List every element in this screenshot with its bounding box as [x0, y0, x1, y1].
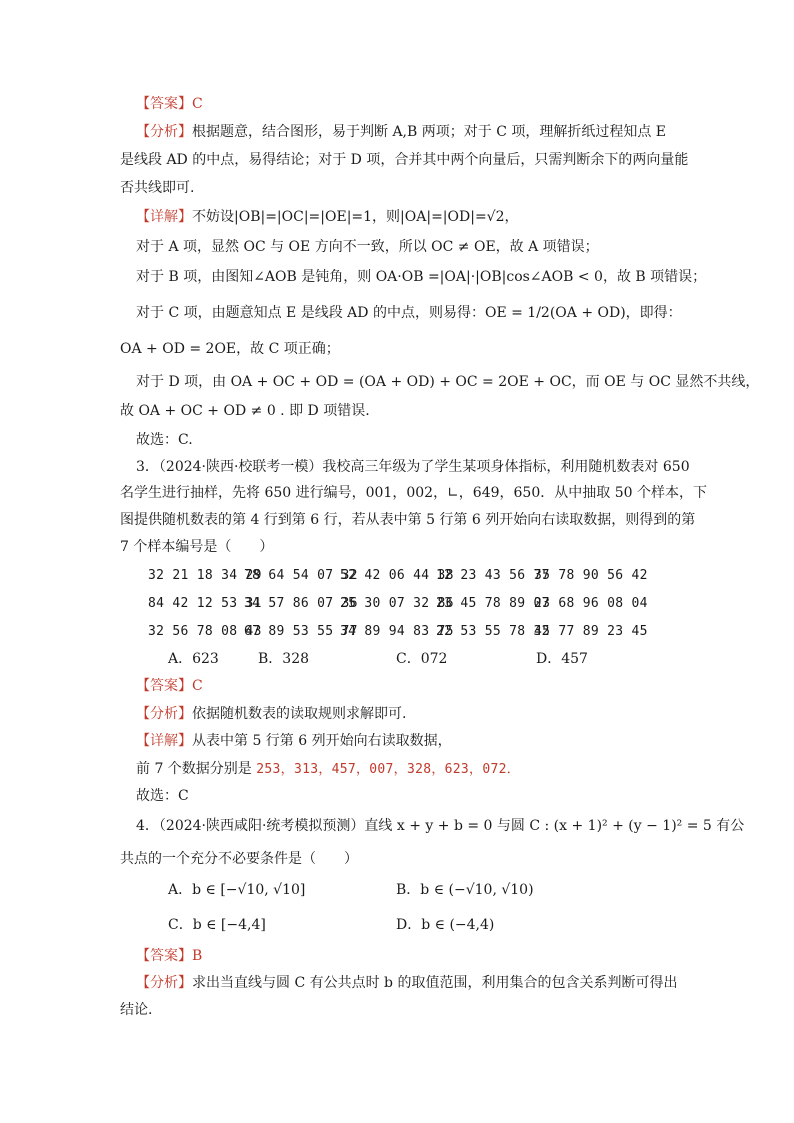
answer-tag: 【答案】: [136, 948, 192, 964]
table-cell: 34 57 86 07 36: [244, 596, 358, 611]
detail-line-b: 对于 B 项，由图知∠AOB 是钝角，则 OA·OB =|OA|·|OB|cos∠AOB < 0，故 B 项错误；: [136, 269, 707, 285]
answer-value: C: [192, 678, 203, 694]
q3-detail-line-1: [136, 731, 452, 751]
q3-answer-line: [136, 676, 203, 696]
analysis-text: 求出当直线与圆 C 有公共点时 b 的取值范围，利用集合的包含关系判断可得出: [192, 975, 678, 991]
detail-prefix: 前 7 个数据分别是: [136, 761, 257, 777]
detail-values: 253，313，457，007，328，623，072．: [256, 762, 521, 777]
detail-line-a: 对于 A 项，显然 OC 与 OE 方向不一致，所以 OC ≠ OE，故 A 项错误；: [136, 239, 599, 255]
table-cell: 35 78 90 56 42: [534, 568, 648, 583]
table-cell: 52 42 06 44 38: [340, 568, 454, 583]
analysis-line-2: 是线段 AD 的中点，易得结论；对于 D 项，合并其中两个向量后，只需判断余下的两向量能: [120, 152, 689, 168]
analysis-tag: 【分析】: [136, 124, 192, 140]
q3-line-2: 名学生进行抽样，先将 650 进行编号，001，002，∟，649，650．从中抽取 50 个样本，下: [120, 485, 707, 501]
q3-detail-line-2: [136, 759, 520, 780]
option-d: D．b ∈ (−4,4): [396, 917, 495, 933]
detail-tag: 【详解】: [136, 209, 192, 225]
analysis-text: 依据随机数表的读取规则求解即可.: [192, 706, 407, 722]
option-b: B．328: [258, 651, 310, 667]
detail-line-d1: 对于 D 项，由 OA + OC + OD = (OA + OD) + OC = 2OE + OC，而 OE 与 OC 显然不共线，: [136, 374, 760, 390]
detail-line-c2: OA + OD = 2OE，故 C 项正确；: [120, 341, 340, 357]
q3-analysis-line: [136, 704, 406, 724]
option-a: A．b ∈ [−√10, √10]: [168, 882, 306, 898]
option-c: C．072: [396, 651, 448, 667]
detail-text: 不妨设|OB|=|OC|=|OE|=1，则|OA|=|OD|=√2，: [192, 209, 519, 225]
table-cell: 45 77 89 23 45: [534, 624, 648, 639]
table-cell: 34 89 94 83 75: [340, 624, 454, 639]
answer-value: C: [192, 96, 203, 112]
analysis-text: 根据题意，结合图形，易于判断 A,B 两项；对于 C 项，理解折纸过程知点 E: [192, 124, 667, 140]
analysis-tag: 【分析】: [136, 706, 192, 722]
table-cell: 32 56 78 08 43: [148, 624, 262, 639]
q4-line-2: 共点的一个充分不必要条件是（ ）: [120, 851, 358, 867]
q4-answer-line: [136, 946, 202, 966]
table-cell: 22 53 55 78 32: [436, 624, 550, 639]
option-a: A．623: [168, 651, 219, 667]
q4-line-1: 4．（2024·陕西咸阳·统考模拟预测）直线 x + y + b = 0 与圆 C : (x + 1)² + (y − 1)² = 5 有公: [136, 818, 745, 834]
table-cell: 78 64 54 07 32: [244, 568, 358, 583]
detail-line-c1: 对于 C 项，由题意知点 E 是线段 AD 的中点，则易得：OE = 1/2(OA + OD)，即得：: [136, 305, 682, 321]
option-c: C．b ∈ [−4,4]: [168, 917, 266, 933]
analysis-line-3: 否共线即可.: [120, 180, 195, 196]
table-cell: 23 45 78 89 07: [436, 596, 550, 611]
answer-value: B: [192, 948, 203, 964]
option-b: B．b ∈ (−√10, √10): [396, 882, 534, 898]
table-cell: 12 23 43 56 77: [436, 568, 550, 583]
table-cell: 67 89 53 55 77: [244, 624, 358, 639]
detail-text: 从表中第 5 行第 6 列开始向右读取数据，: [192, 733, 452, 749]
detail-conclusion: 故选：C.: [136, 432, 193, 448]
answer-line: [136, 94, 203, 114]
table-cell: 84 42 12 53 31: [148, 596, 262, 611]
q3-line-1: 3．（2024·陕西·校联考一模）我校高三年级为了学生某项身体指标，利用随机数表对 650: [136, 459, 690, 475]
analysis-tag: 【分析】: [136, 975, 192, 991]
option-d: D．457: [536, 651, 588, 667]
table-cell: 25 30 07 32 86: [340, 596, 454, 611]
analysis-line-1: [136, 122, 666, 142]
table-cell: 23 68 96 08 04: [534, 596, 648, 611]
detail-line-1: [136, 207, 519, 227]
q4-analysis-line-2: 结论.: [120, 1002, 153, 1018]
q3-detail-conclusion: 故选：C: [136, 788, 189, 804]
table-cell: 32 21 18 34 29: [148, 568, 262, 583]
q3-line-4: 7 个样本编号是（ ）: [120, 539, 274, 555]
answer-tag: 【答案】: [136, 678, 192, 694]
detail-tag: 【详解】: [136, 733, 192, 749]
q4-analysis-line-1: [136, 973, 677, 993]
detail-line-d2: 故 OA + OC + OD ≠ 0 . 即 D 项错误.: [120, 403, 370, 419]
answer-tag: 【答案】: [136, 96, 192, 112]
q3-line-3: 图提供随机数表的第 4 行到第 6 行，若从表中第 5 行第 6 列开始向右读取数据，则得到的第: [120, 512, 696, 528]
